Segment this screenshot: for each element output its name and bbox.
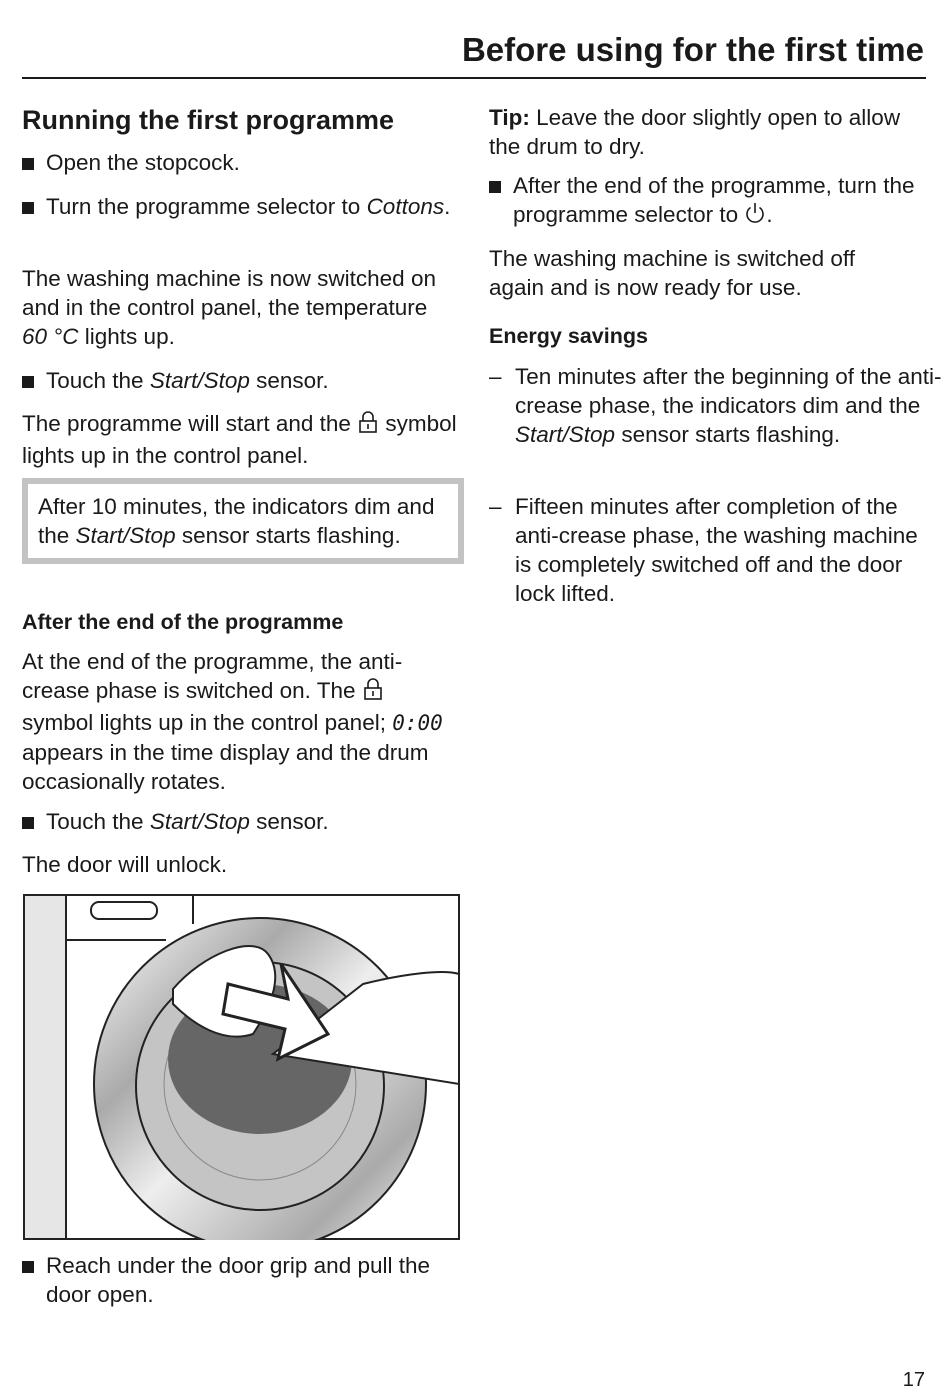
bullet-item [22, 192, 466, 221]
section-heading: Running the first programme [22, 105, 395, 135]
text: lights up. [78, 324, 175, 349]
paragraph [22, 409, 462, 470]
bullet-square-icon [22, 1261, 34, 1273]
text: The programme will start and the [22, 411, 358, 436]
bullet-square-icon [22, 817, 34, 829]
paragraph [22, 647, 458, 796]
text: Ten minutes after the beginning of the anti-crease phase, the indicators dim and the [515, 364, 942, 418]
text: . [766, 202, 773, 227]
bullet-item [22, 807, 486, 836]
dash-item [489, 362, 950, 449]
bullet-item [22, 1251, 466, 1309]
italic-text: Start/Stop [149, 368, 250, 393]
lock-icon [362, 677, 384, 708]
dash-marker: – [489, 364, 502, 389]
bullet-square-icon [22, 376, 34, 388]
tip-label: Tip: [489, 105, 530, 130]
bullet-text: Open the stopcock. [46, 150, 240, 175]
bullet-square-icon [489, 181, 501, 193]
italic-text: Start/Stop [149, 809, 250, 834]
bullet-item [22, 148, 486, 177]
text: Leave the door slightly open to allow the drum to dry. [489, 105, 901, 159]
text: After the end of the programme, turn the programme selector to [513, 173, 915, 227]
bullet-text: Turn the programme selector to [46, 194, 367, 219]
paragraph: The door will unlock. [22, 852, 228, 877]
bullet-item [22, 366, 486, 395]
text: symbol lights up in the control panel. [22, 411, 457, 468]
text: sensor starts flashing. [175, 523, 401, 548]
dash-item [489, 492, 935, 608]
text: sensor starts flashing. [615, 422, 841, 447]
tip-paragraph [489, 103, 934, 161]
text: Touch the [46, 368, 150, 393]
door-opening-illustration [23, 894, 460, 1240]
dash-marker: – [489, 494, 502, 519]
subheading: Energy savings [489, 324, 648, 348]
bullet-square-icon [22, 202, 34, 214]
header-rule [22, 77, 926, 79]
bullet-text: . [444, 194, 451, 219]
text: appears in the time display and the drum occasionally rotates. [22, 740, 429, 794]
paragraph [22, 264, 458, 351]
bullet-square-icon [22, 158, 34, 170]
time-display-text: 0:00 [392, 711, 443, 735]
text: sensor. [249, 368, 329, 393]
italic-text: Start/Stop [515, 422, 616, 447]
note-box [22, 478, 464, 564]
italic-text: 60 °C [22, 324, 79, 349]
italic-text: Start/Stop [75, 523, 176, 548]
text: After 10 minutes, the indicators dim and the [38, 494, 435, 548]
paragraph: The washing machine is switched off again and is now ready for use. [489, 246, 856, 300]
page-number: 17 [902, 1369, 925, 1390]
lock-icon [357, 410, 379, 441]
text: Fifteen minutes after completion of the anti-crease phase, the washing machine is completely switched off and the door lock lifted. [515, 494, 918, 606]
text: Touch the [46, 809, 150, 834]
text: sensor. [249, 809, 329, 834]
text: At the end of the programme, the anticrease phase is switched on. The [22, 649, 403, 703]
page-header-title: Before using for the first time [461, 31, 924, 68]
bullet-item [489, 171, 938, 232]
power-off-icon [744, 201, 766, 232]
bullet-text: Reach under the door grip and pull the door open. [46, 1253, 431, 1307]
text: The washing machine is now switched on and in the control panel, the temperature [22, 266, 436, 320]
italic-text: Cottons [366, 194, 445, 219]
text: symbol lights up in the control panel; [22, 710, 393, 735]
subheading: After the end of the programme [22, 610, 344, 634]
